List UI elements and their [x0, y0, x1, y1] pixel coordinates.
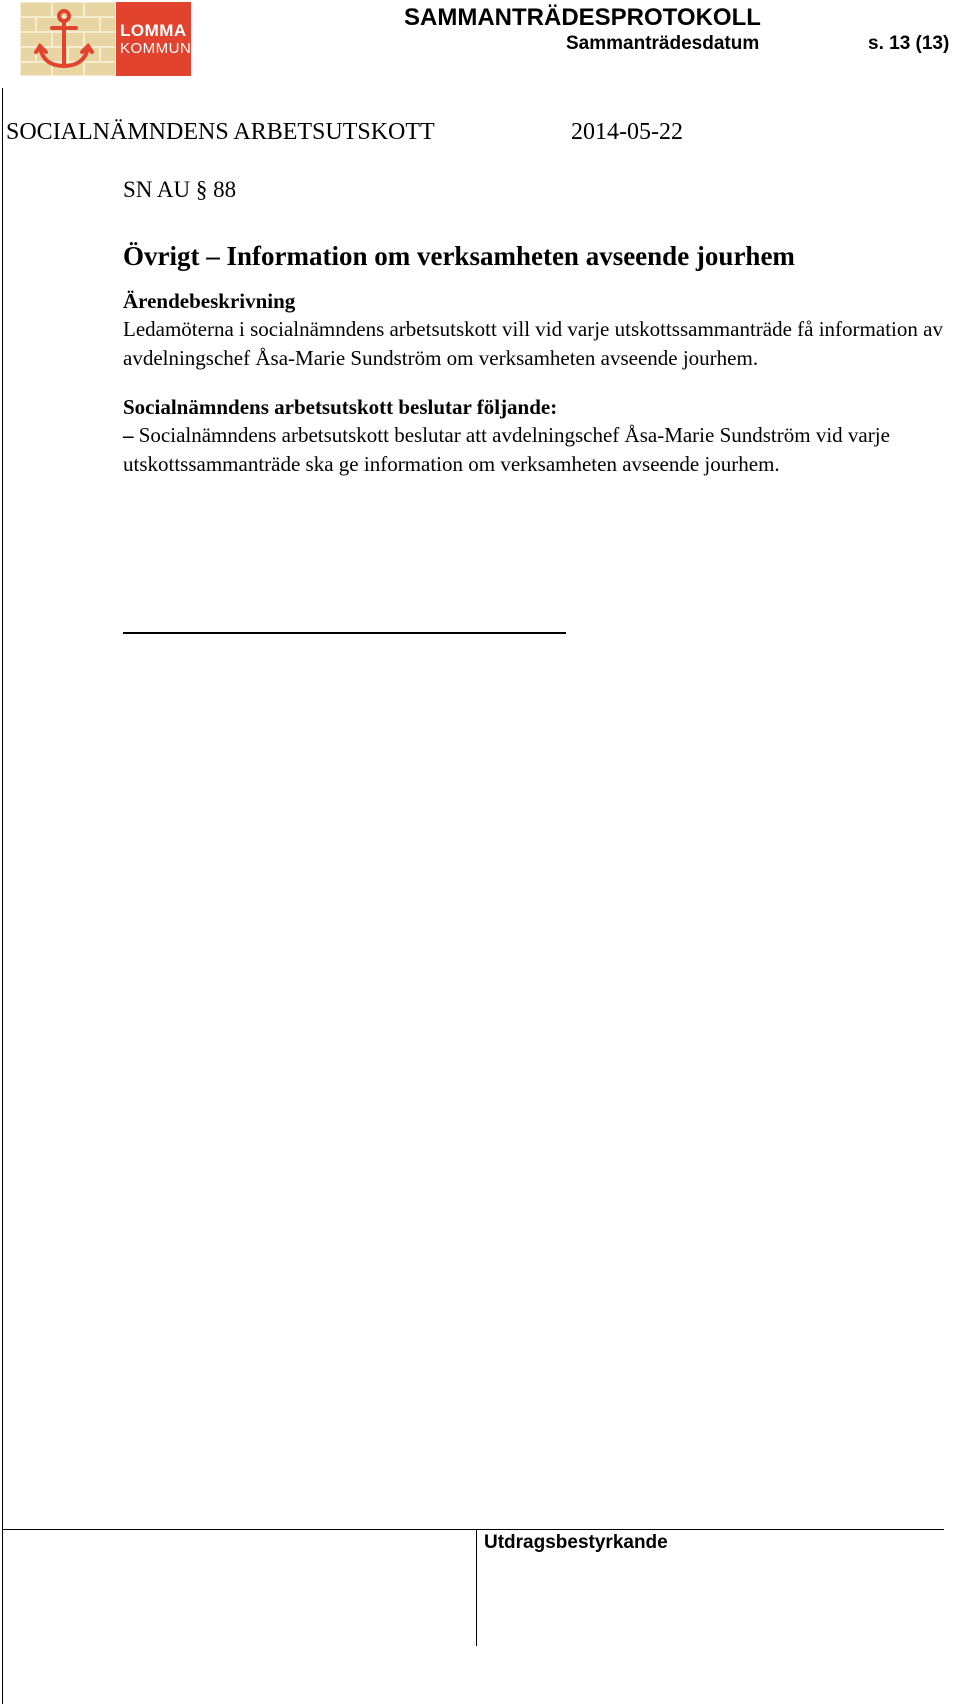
meeting-date: 2014-05-22	[571, 119, 683, 145]
paragraph-reference: SN AU § 88	[123, 177, 237, 202]
logo-line-1: LOMMA	[120, 21, 187, 40]
logo-text	[120, 22, 190, 57]
committee-name: SOCIALNÄMNDENS ARBETSUTSKOTT	[6, 119, 435, 145]
protocol-item	[123, 175, 953, 479]
page-number: s. 13 (13)	[868, 33, 950, 54]
description-heading: Ärendebeskrivning	[123, 289, 296, 313]
footer-divider	[476, 1529, 477, 1646]
decision-text: Socialnämndens arbetsutskott beslutar att avdelningschef Åsa-Marie Sundström vid varje utskottssammanträde ska ge information om verksamheten avseende jourhem.	[123, 423, 890, 476]
decision-item	[123, 421, 953, 479]
decision-heading: Socialnämndens arbetsutskott beslutar följande:	[123, 395, 558, 419]
certification-label: Utdragsbestyrkande	[484, 1532, 668, 1553]
matter-title: Övrigt – Information om verksamheten avseende jourhem	[123, 241, 795, 271]
left-margin-rule	[2, 88, 3, 1704]
footer-rule	[2, 1529, 944, 1530]
decision-bullet: –	[123, 423, 134, 447]
document-type-title: SAMMANTRÄDESPROTOKOLL	[404, 4, 761, 31]
description-text: Ledamöterna i socialnämndens arbetsutskott vill vid varje utskottssammanträde få information av avdelningschef Åsa-Marie Sundström om verksamheten avseende jourhem.	[123, 317, 943, 370]
closing-rule	[123, 632, 566, 634]
logo-line-2: KOMMUN	[120, 40, 192, 57]
meeting-date-label: Sammanträdesdatum	[566, 33, 760, 54]
